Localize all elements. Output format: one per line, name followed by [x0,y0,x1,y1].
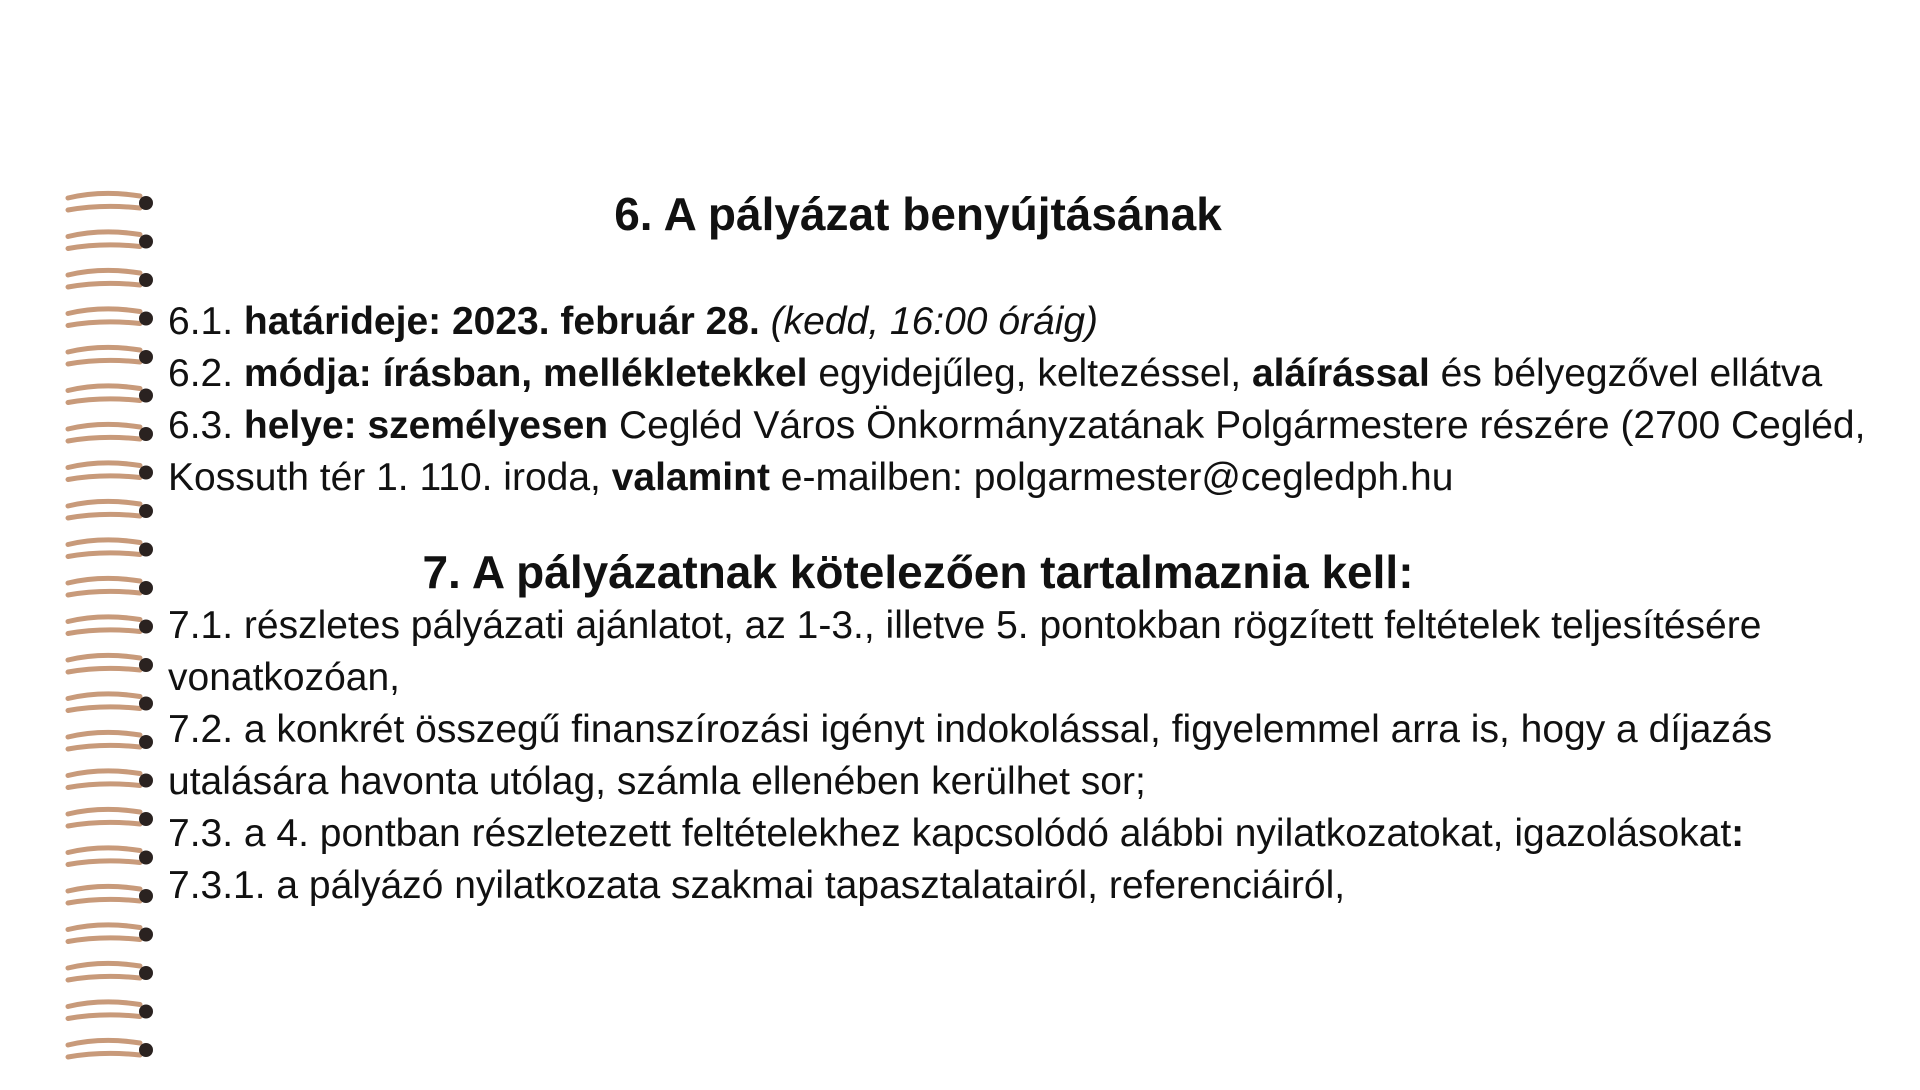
spiral-ring [68,501,153,518]
document-body [168,186,1888,912]
spiral-ring [68,424,153,441]
spiral-ring [68,617,153,634]
spiral-ring [68,1002,153,1019]
spiral-ring [68,1040,153,1057]
spiral-ring [68,771,153,788]
section-6-title: 6. A pályázat benyújtásának [614,188,1222,240]
spiral-ring [68,463,153,480]
spiral-ring [68,347,153,364]
item-6-1: 6.1. határideje: 2023. február 28. (kedd, 16:00 óráig) [168,300,1099,343]
spiral-ring [68,848,153,865]
section-7-title: 7. A pályázatnak kötelezően tartalmaznia kell: [422,546,1414,598]
spiral-ring [68,540,153,557]
item-6-3: 6.3. helye: személyesen Cegléd Város Önkormányzatának Polgármestere részére (2700 Cegléd, Kossuth tér 1. 110. iroda, valamint e-mailben: polgarmester@cegledph.hu [168,404,1866,499]
spiral-ring [68,309,153,326]
spiral-ring [68,809,153,826]
spiral-ring [68,655,153,672]
spiral-ring [68,386,153,403]
item-7-1: 7.1. részletes pályázati ajánlatot, az 1-3., illetve 5. pontokban rögzített feltételek teljesítésére vonatkozóan, [168,604,1762,699]
spiral-ring [68,886,153,903]
item-7-2: 7.2. a konkrét összegű finanszírozási igényt indokolással, figyelemmel arra is, hogy a díjazás utalására havonta utólag, számla ellenében kerülhet sor; [168,708,1773,803]
spiral-ring [68,925,153,942]
spiral-binding [62,186,158,1090]
spiral-ring [68,578,153,595]
spiral-ring [68,193,153,210]
spiral-ring [68,732,153,749]
spiral-ring [68,270,153,287]
spiral-ring [68,232,153,249]
item-6-2: 6.2. módja: írásban, mellékletekkel egyidejűleg, keltezéssel, aláírással és bélyegzővel ellátva [168,352,1823,395]
spiral-ring [68,694,153,711]
item-7-3: 7.3. a 4. pontban részletezett feltételekhez kapcsolódó alábbi nyilatkozatokat, igazolásokat: [168,812,1745,855]
item-7-3-1: 7.3.1. a pályázó nyilatkozata szakmai tapasztalatairól, referenciáiról, [168,864,1346,907]
spiral-ring [68,963,153,980]
